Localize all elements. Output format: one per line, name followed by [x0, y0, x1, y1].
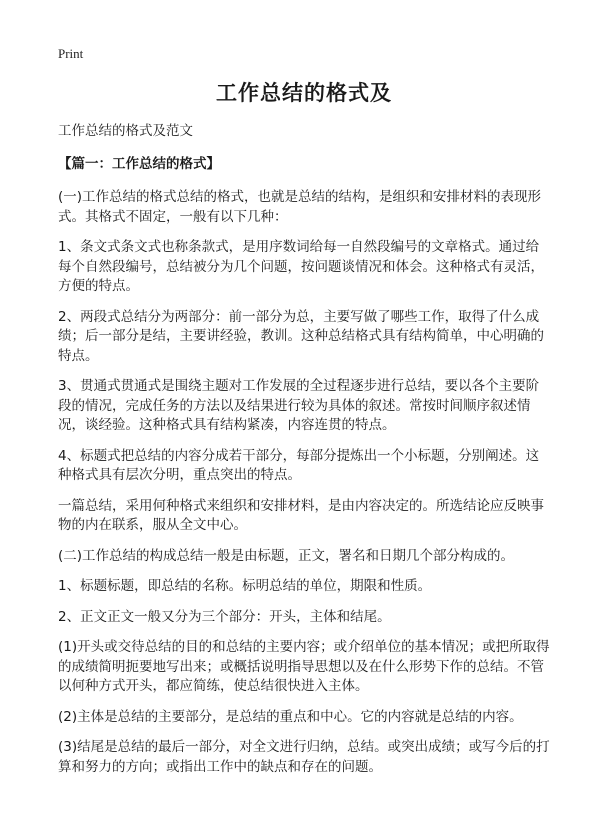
- print-label: Print: [58, 46, 84, 61]
- paragraph-article-style: 1、条文式条文式也称条款式，是用序数词给每一自然段编号的文章格式。通过给每个自然段编号，总结被分为几个问题，按问题谈情况和体会。这种格式有灵活，方便的特点。: [58, 239, 544, 294]
- paragraph-format-intro: (一)工作总结的格式总结的格式，也就是总结的结构，是组织和安排材料的表现形式。其格式不固定，一般有以下几种：: [58, 189, 542, 225]
- document-title: 工作总结的格式及: [216, 81, 392, 105]
- paragraph-two-part-style: 2、两段式总结分为两部分：前一部分为总，主要写做了哪些工作，取得了什么成绩；后一部分是结，主要讲经验，教训。这种总结格式具有结构简单，中心明确的特点。: [58, 308, 544, 364]
- section-heading: 【篇一：工作总结的格式】: [58, 156, 220, 172]
- paragraph-body-part: 2、正文正文一般又分为三个部分：开头，主体和结尾。: [58, 608, 391, 625]
- paragraph-structure-intro: (二)工作总结的构成总结一般是由标题，正文，署名和日期几个部分构成的。: [58, 547, 515, 564]
- paragraph-format-choice: 一篇总结，采用何种格式来组织和安排材料，是由内容决定的。所选结论应反映事物的内在联系，服从全文中心。: [58, 497, 544, 533]
- paragraph-title-part: 1、标题标题，即总结的名称。标明总结的单位，期限和性质。: [58, 578, 432, 594]
- paragraph-ending: (3)结尾是总结的最后一部分，对全文进行归纳，总结。或突出成绩；或写今后的打算和努力的方向；或指出工作中的缺点和存在的问题。: [58, 739, 550, 775]
- paragraph-main-body: (2)主体是总结的主要部分，是总结的重点和中心。它的内容就是总结的内容。: [58, 708, 523, 725]
- paragraph-continuous-style: 3、贯通式贯通式是围绕主题对工作发展的全过程逐步进行总结，要以各个主要阶段的情况，完成任务的方法以及结果进行较为具体的叙述。常按时间顺序叙述情况，谈经验。这种格式具有结构紧凑，内容连贯的特点。: [58, 378, 540, 433]
- paragraph-heading-style: 4、标题式把总结的内容分成若干部分，每部分提炼出一个小标题，分别阐述。这种格式具有层次分明，重点突出的特点。: [58, 447, 540, 483]
- document-subtitle: 工作总结的格式及范文: [58, 123, 193, 139]
- paragraph-opening: (1)开头或交待总结的目的和总结的主要内容；或介绍单位的基本情况；或把所取得的成绩简明扼要地写出来；或概括说明指导思想以及在什么形势下作的总结。不管以何种方式开头，都应简练，使总结很快进入主体。: [58, 639, 550, 694]
